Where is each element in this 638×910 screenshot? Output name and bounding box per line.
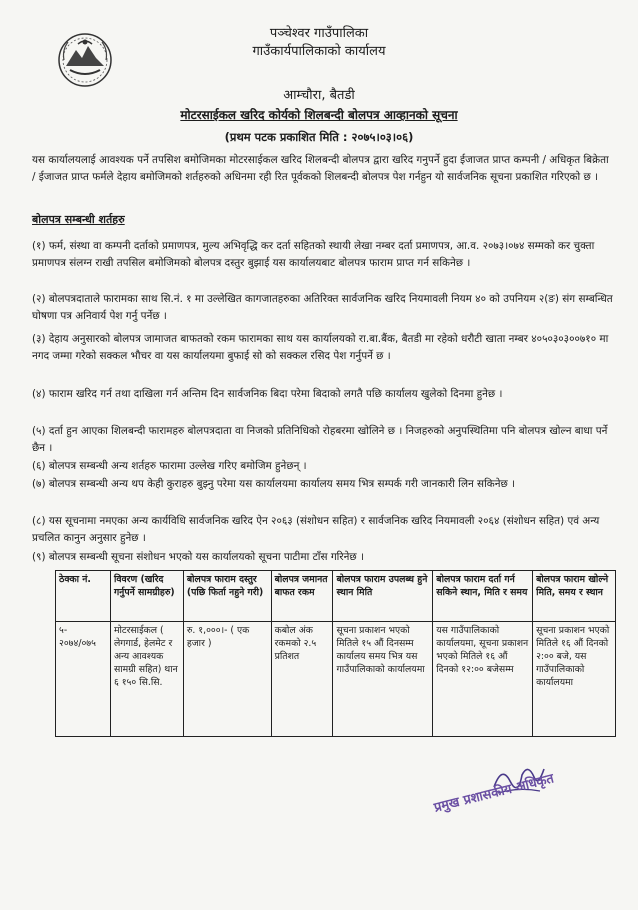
condition-item: (६) बोलपत्र सम्बन्धी अन्य शर्तहरु फारामा उल्लेख गरिए बमोजिम हुनेछन् । (32, 460, 307, 472)
cell-opening: सूचना प्रकाशन भएको मितिले १६ औं दिनको २:०० बजे, यस गाउँपालिकाको कार्यालयमा (533, 622, 616, 737)
condition-item: (३) देहाय अनुसारको बोलपत्र जामाजत बाफतको रकम फारामका साथ यस कार्यालयको रा.बा.बैंक, बैतडी मा रहेको धरौटी खाता नम्बर ४०५०३०३००७१० मा नगद जम्मा गरेको सक्कल भौचर वा यस कार्यालयमा बुफाई सो को सक्कल रसिद पेश गर्नुपर्ने छ । (32, 333, 609, 362)
cell-submission: यस गाउँपालिकाको कार्यालयमा, सूचना प्रकाशन भएको मितिले १६ औं दिनको १२:०० बजेसम्म (433, 622, 533, 737)
cell-bid-security: कबोल अंक रकमको २.५ प्रतिशत (271, 622, 333, 737)
office-address: आम्चौरा, बैतडी (283, 88, 355, 103)
col-header-form-fee: बोलपत्र फाराम दस्तुर (पछि फिर्ता नहुने गरी) (183, 571, 271, 622)
notice-title: मोटरसाईकल खरिद कोर्यको शिलबन्दी बोलपत्र आव्हानको सूचना (180, 108, 458, 122)
cell-form-fee: रु. १,०००।- ( एक हजार ) (183, 622, 271, 737)
condition-item: (५) दर्ता हुन आएका शिलबन्दी फारामहरु बोलपत्रदाता वा निजको प्रतिनिधिको रोहबरमा खोलिने छ । निजहरुको अनुपस्थितिमा पनि बोलपत्र खोल्न बाधा पर्ने छैन । (32, 425, 608, 454)
condition-item: (७) बोलपत्र सम्बन्धी अन्य थप केही कुराहरु बुझ्नु परेमा यस कार्यालयमा कार्यालय समय भित्र सम्पर्क गरी जानकारी लिन सकिनेछ । (32, 478, 516, 490)
tender-table (55, 570, 616, 737)
table-header-row (56, 571, 616, 622)
conditions-heading: बोलपत्र सम्बन्धी शर्तहरु (32, 213, 125, 226)
condition-item: (९) बोलपत्र सम्बन्धी सूचना संशोधन भएको यस कार्यालयको सूचना पाटीमा टाँस गरिनेछ । (32, 551, 364, 563)
cell-contract-no: ५- २०७४/०७५ (56, 622, 111, 737)
condition-item: (४) फाराम खरिद गर्न तथा दाखिला गर्न अन्तिम दिन सार्वजनिक बिदा परेमा बिदाको लगतै पछि कार्यालय खुलेको दिनमा हुनेछ । (32, 388, 503, 400)
col-header-opening: बोलपत्र फाराम खोल्ने मिति, समय र स्थान (533, 571, 616, 622)
officer-stamp: प्रमुख प्रशासकीय अधिकृत (432, 771, 556, 816)
publish-date: (प्रथम पटक प्रकाशित मिति : २०७५।०३।०६) (224, 130, 414, 144)
intro-paragraph: यस कार्यालयलाई आवश्यक पर्ने तपसिश बमोजिमका मोटरसाईकल खरिद शिलबन्दी बोलपत्र द्वारा खरिद गनुपर्ने हुदा ईजाजत प्राप्त कम्पनी / अधिकृत बिक्रेता / ईजाजत प्राप्त फर्मले देहाय बमोजिमको शर्तहरुको अधिनमा रही रित पूर्वकको शिलबन्दी बोलपत्र पेश गर्नहुन यो सार्वजनिक सूचना प्रकाशित गरिएको छ । (32, 154, 609, 183)
cell-form-availability: सूचना प्रकाशन भएको मितिले १५ औं दिनसम्म कार्यालय समय भित्र यस गाउँपालिकाको कार्यालयमा (333, 622, 433, 737)
col-header-form-availability: बोलपत्र फाराम उपलब्ध हुने स्थान मिति (333, 571, 433, 622)
table-row (56, 622, 616, 737)
col-header-submission: बोलपत्र फाराम दर्ता गर्न सकिने स्थान, मिति र समय (433, 571, 533, 622)
municipality-name: पञ्चेश्वर गाउँपालिका (269, 26, 369, 41)
col-header-contract-no: ठेक्का नं. (56, 571, 111, 622)
condition-item: (१) फर्म, संस्था वा कम्पनी दर्ताको प्रमाणपत्र, मुल्य अभिवृद्धि कर दर्ता सहितको स्थायी लेखा नम्बर दर्ता प्रमाणपत्र, आ.व. २०७३।०७४ सम्मको कर चुक्ता प्रमाणपत्र संलग्न राखी तपसिल बमोजिमको बोलपत्र दस्तुर बुझाई यस कार्यालयबाट बोलपत्र फाराम प्राप्त गर्न सकिनेछ । (32, 240, 595, 269)
office-name: गाउँकार्यपालिकाको कार्यालय (252, 44, 386, 59)
condition-item: (२) बोलपत्रदाताले फारामका साथ सि.नं. १ मा उल्लेखित कागजातहरुका अतिरिक्त सार्वजनिक खरिद नियमावली नियम ४० को उपनियम २(ङ) संग सम्बन्धित घोषणा पत्र अनिवार्य पेश गर्नु पर्नेछ । (32, 293, 613, 322)
cell-description: मोटरसाईकल ( लेगगार्ड, हेलमेट र अन्य आवश्यक सामग्री सहित) थान ६ १५० सि.सि. (110, 622, 183, 737)
condition-item: (८) यस सूचनामा नमएका अन्य कार्यविधि सार्वजनिक खरिद ऐन २०६३ (संशोधन सहित) र सार्वजनिक खरिद नियमावली २०६४ (संशोधन सहित) एवं अन्य प्रचलित कानुन अनुसार हुनेछ । (32, 515, 600, 544)
col-header-description: विवरण (खरिद गर्नुपर्ने सामग्रीहरु) (110, 571, 183, 622)
col-header-bid-security: बोलपत्र जमानत बाफत रकम (271, 571, 333, 622)
